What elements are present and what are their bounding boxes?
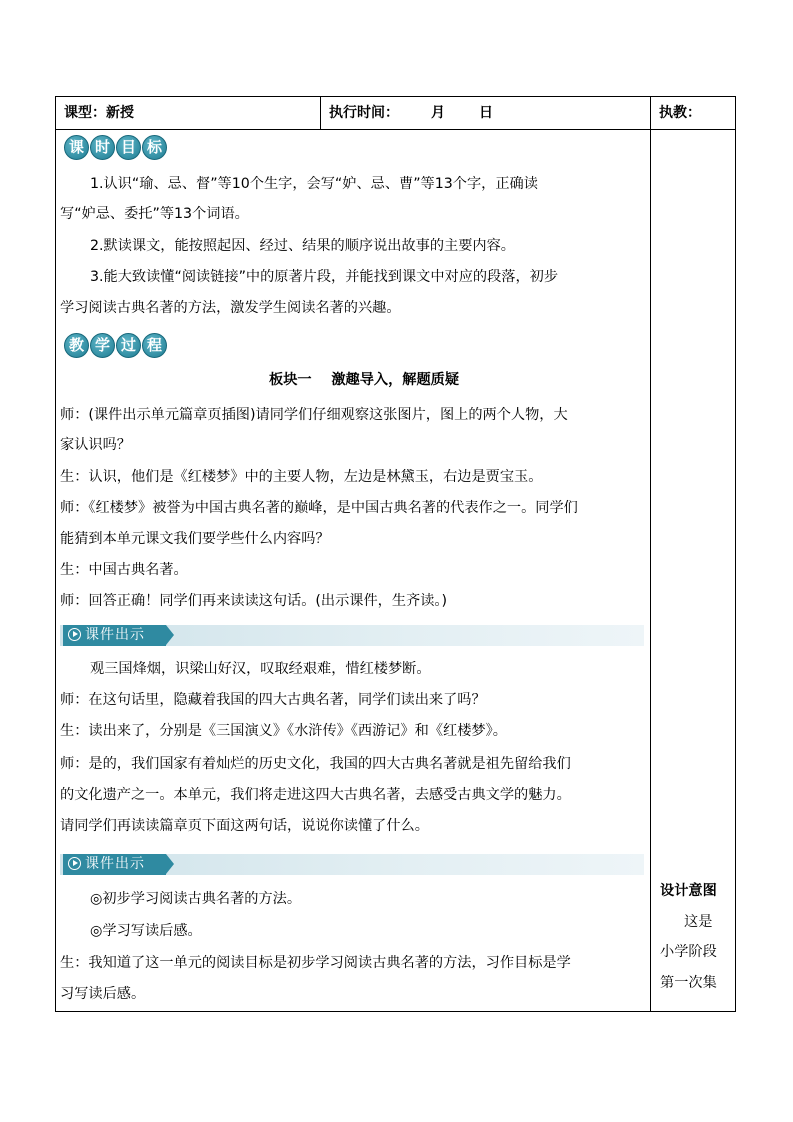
dialog-line: 生：我知道了这一单元的阅读目标是初步学习阅读古典名著的方法，习作目标是学 bbox=[60, 955, 571, 971]
dialog-line: 生：认识，他们是《红楼梦》中的主要人物，左边是林黛玉，右边是贾宝玉。 bbox=[60, 469, 543, 485]
lesson-plan-table bbox=[55, 96, 736, 1012]
exec-time-cell bbox=[321, 97, 651, 129]
column-divider bbox=[650, 129, 651, 1011]
dialog-line: 师：是的，我们国家有着灿烂的历史文化，我国的四大古典名著就是祖先留给我们 bbox=[60, 756, 571, 772]
goal-line: 写“妒忌、委托”等13个词语。 bbox=[60, 206, 249, 222]
dialog-line: 请同学们再读读篇章页下面这两句话，说说你读懂了什么。 bbox=[60, 818, 429, 834]
banner-arrow bbox=[166, 854, 174, 874]
courseware-item: ◎学习写读后感。 bbox=[90, 923, 202, 939]
dialog-line: 师：在这句话里，隐藏着我国的四大古典名著，同学们读出来了吗？ bbox=[60, 692, 486, 708]
dialog-line: 师：《红楼梦》被誉为中国古典名著的巅峰，是中国古典名著的代表作之一。同学们 bbox=[60, 500, 578, 516]
banner-arrow bbox=[166, 625, 174, 645]
dialog-line: 习写读后感。 bbox=[60, 986, 146, 1002]
dialog-line: 能猜到本单元课文我们要学些什么内容吗？ bbox=[60, 531, 330, 547]
courseware-banner bbox=[60, 625, 644, 646]
month-label: 月 bbox=[431, 105, 445, 121]
dialog-line: 师：(课件出示单元篇章页插图)请同学们仔细观察这张图片，图上的两个人物，大 bbox=[60, 407, 568, 423]
courseware-label: 课件出示 bbox=[63, 625, 166, 646]
dialog-line: 师：回答正确！同学们再来读读这句话。(出示课件，生齐读。) bbox=[60, 593, 448, 609]
header-row bbox=[56, 97, 735, 130]
play-icon bbox=[68, 628, 81, 641]
design-intent-line: 这是 bbox=[684, 914, 713, 930]
goal-line: 2.默读课文，能按照起因、经过、结果的顺序说出故事的主要内容。 bbox=[90, 238, 515, 254]
process-badge: 教 学 过 程 bbox=[64, 333, 167, 359]
courseware-banner bbox=[60, 854, 644, 875]
goal-line: 1.认识“瑜、忌、督”等10个生字，会写“妒、忌、曹”等13个字，正确读 bbox=[90, 176, 538, 192]
teacher-cell: 执教： bbox=[659, 105, 701, 121]
dialog-line: 生：中国古典名著。 bbox=[60, 562, 188, 578]
design-intent-line: 小学阶段 bbox=[660, 944, 717, 960]
design-intent-line: 第一次集 bbox=[660, 975, 717, 991]
play-icon bbox=[68, 857, 81, 870]
section-title: 板块一 激趣导入，解题质疑 bbox=[269, 372, 460, 388]
courseware-item: ◎初步学习阅读古典名著的方法。 bbox=[90, 891, 302, 907]
design-intent-title: 设计意图 bbox=[660, 883, 717, 899]
courseware-label: 课件出示 bbox=[63, 854, 166, 875]
goal-line: 3.能大致读懂“阅读链接”中的原著片段，并能找到课文中对应的段落，初步 bbox=[90, 269, 559, 285]
goal-line: 学习阅读古典名著的方法，激发学生阅读名著的兴趣。 bbox=[60, 300, 401, 316]
exec-time-label: 执行时间： bbox=[329, 105, 399, 121]
dialog-line: 的文化遗产之一。本单元，我们将走进这四大古典名著，去感受古典文学的魅力。 bbox=[60, 787, 571, 803]
goals-badge: 课 时 目 标 bbox=[64, 135, 167, 161]
poem-line: 观三国烽烟，识梁山好汉，叹取经艰难，惜红楼梦断。 bbox=[90, 661, 431, 677]
dialog-line: 生：读出来了，分别是《三国演义》《水浒传》《西游记》和《红楼梦》。 bbox=[60, 723, 507, 739]
day-label: 日 bbox=[479, 105, 493, 121]
dialog-line: 家认识吗？ bbox=[60, 437, 131, 453]
lesson-type-cell: 课型：新授 bbox=[56, 97, 321, 129]
